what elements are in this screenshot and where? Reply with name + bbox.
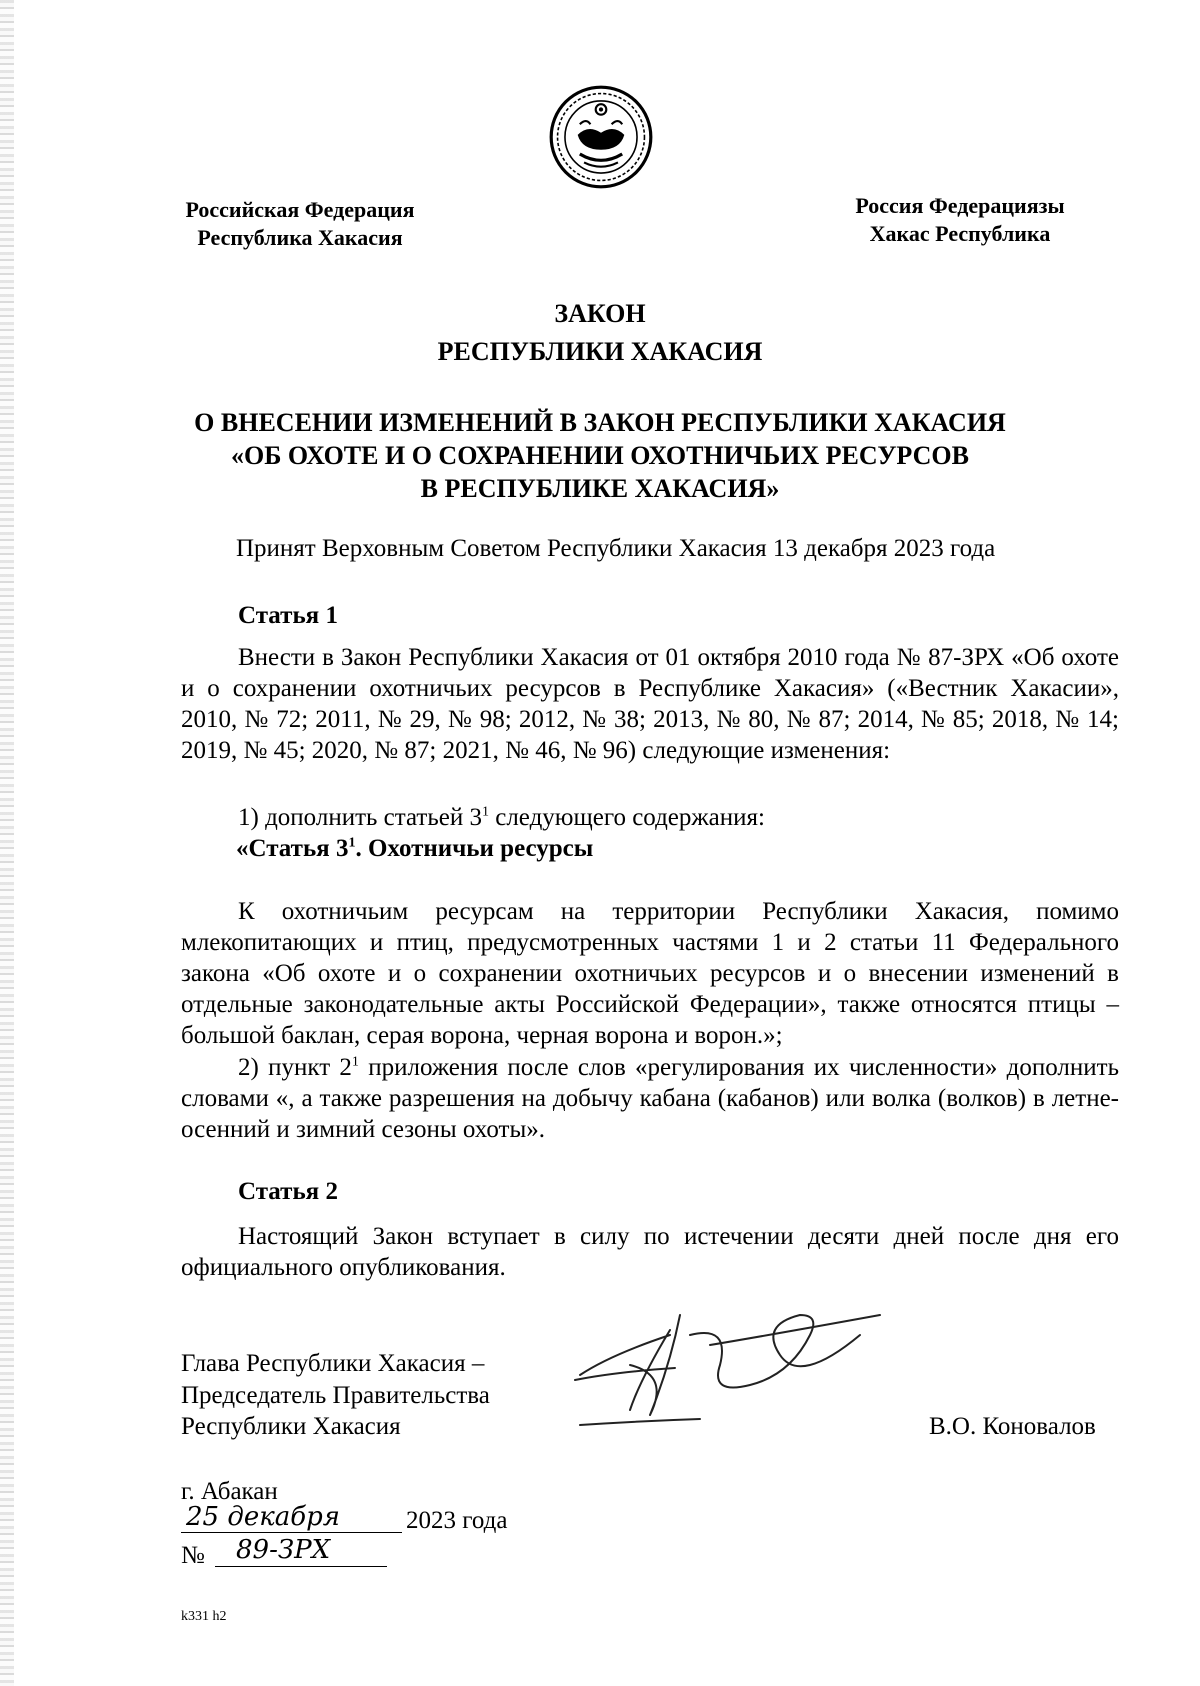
new-article-text-b: . Охотничьи ресурсы bbox=[355, 835, 594, 862]
new-article-sup: 1 bbox=[348, 835, 356, 851]
item1-text-a: 1) дополнить статьей 3 bbox=[238, 804, 482, 831]
header-left-line1: Российская Федерация bbox=[185, 197, 415, 222]
adopted-line: Принят Верховным Советом Республики Хакасия 13 декабря 2023 года bbox=[236, 535, 996, 562]
item2-text-b: приложения после слов «регулирования их численности» дополнить словами «, а также разрешения на добычу кабана (кабанов) или волка (волков) в летне-осенний и зимний сезоны охоты». bbox=[181, 1054, 1119, 1143]
number-underline bbox=[215, 1566, 387, 1567]
new-article-heading bbox=[236, 833, 593, 864]
header-left bbox=[170, 196, 430, 252]
signer-name: В.О. Коновалов bbox=[929, 1413, 1096, 1440]
scan-edge bbox=[0, 0, 14, 1686]
date-underline bbox=[181, 1532, 402, 1533]
title-law: ЗАКОН bbox=[554, 299, 646, 328]
signer-position-3: Республики Хакасия bbox=[181, 1413, 401, 1440]
item2-text-a: 2) пункт 2 bbox=[238, 1054, 352, 1081]
item1-text-b: следующего содержания: bbox=[488, 804, 765, 831]
article1-heading: Статья 1 bbox=[238, 602, 338, 629]
handwritten-signature bbox=[560, 1295, 900, 1435]
date-handwritten: 25 декабря bbox=[186, 1502, 340, 1532]
header-right bbox=[830, 192, 1090, 248]
header-right-line2: Хакас Республика bbox=[869, 221, 1051, 246]
subject-line1: О ВНЕСЕНИИ ИЗМЕНЕНИЙ В ЗАКОН РЕСПУБЛИКИ ХАКАСИЯ bbox=[194, 408, 1006, 437]
title-republic: РЕСПУБЛИКИ ХАКАСИЯ bbox=[437, 337, 763, 366]
article1-intro: Внести в Закон Республики Хакасия от 01 октября 2010 года № 87-ЗРХ «Об охоте и о сохранении охотничьих ресурсов в Республике Хакасия» («Вестник Хакасии», 2010, № 72; 2011, № 29, № 98; 2012, № 38; 2013, № 80, № 87; 2014, № 85; 2018, № 14; 2019, № 45; 2020, № 87; 2021, № 46, № 96) следующие изменения: bbox=[181, 644, 1119, 764]
item1-line bbox=[238, 802, 765, 833]
footer-code: k331 h2 bbox=[181, 1609, 227, 1624]
number-prefix: № bbox=[181, 1542, 205, 1569]
item2-sup: 1 bbox=[351, 1054, 359, 1070]
number-handwritten: 89-ЗРХ bbox=[236, 1535, 331, 1565]
signer-position-1: Глава Республики Хакасия – bbox=[181, 1350, 485, 1377]
item1-sup: 1 bbox=[481, 804, 489, 820]
signer-position-2: Председатель Правительства bbox=[181, 1382, 490, 1409]
new-article-body: К охотничьим ресурсам на территории Республики Хакасия, помимо млекопитающих и птиц, предусмотренных частями 1 и 2 статьи 11 Федерального закона «Об охоте и о сохранении охотничьих ресурсов и о внесении изменений в отдельные законодательные акты Российской Федерации», также относятся птицы – большой баклан, серая ворона, черная ворона и ворон.»; bbox=[181, 898, 1119, 1049]
article2-heading: Статья 2 bbox=[238, 1178, 338, 1205]
item2-paragraph bbox=[181, 1052, 1119, 1145]
subject-line2: «ОБ ОХОТЕ И О СОХРАНЕНИИ ОХОТНИЧЬИХ РЕСУРСОВ bbox=[231, 441, 969, 470]
subject-line3: В РЕСПУБЛИКЕ ХАКАСИЯ» bbox=[420, 474, 780, 503]
new-article-text-a: «Статья 3 bbox=[236, 835, 349, 862]
date-year: 2023 года bbox=[406, 1507, 508, 1534]
coat-of-arms-emblem bbox=[548, 84, 654, 190]
article2-text: Настоящий Закон вступает в силу по истечении десяти дней после дня его официального опубликования. bbox=[181, 1223, 1119, 1281]
city: г. Абакан bbox=[181, 1478, 278, 1505]
header-left-line2: Республика Хакасия bbox=[197, 225, 403, 250]
header-right-line1: Россия Федерациязы bbox=[855, 193, 1065, 218]
